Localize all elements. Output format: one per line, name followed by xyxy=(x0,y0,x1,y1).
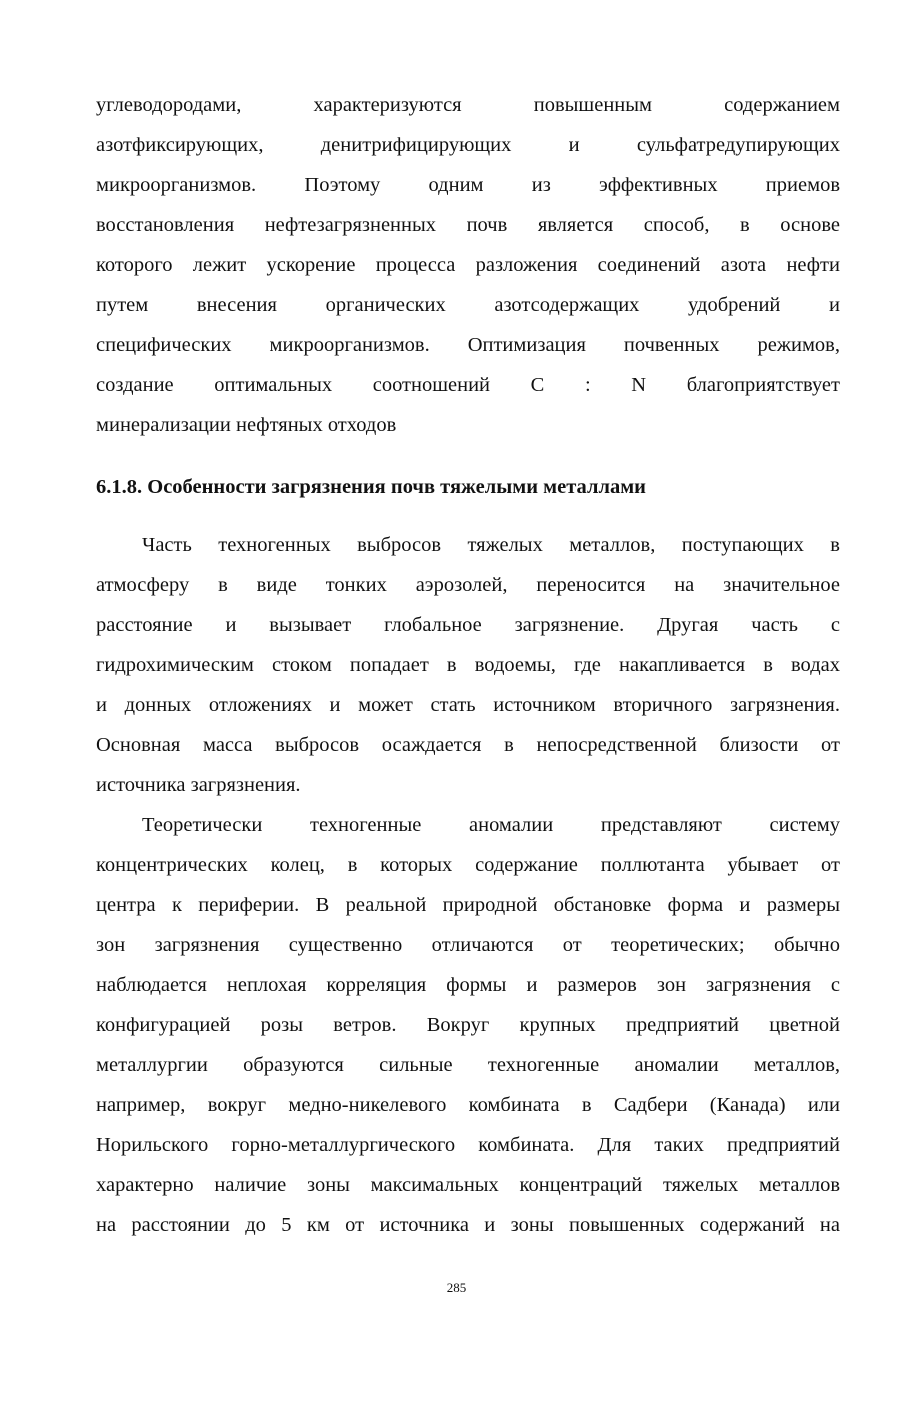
text-line: центра к периферии. В реальной природной обстановке форма и размеры xyxy=(96,894,840,916)
text-line: Часть техногенных выбросов тяжелых металлов, поступающих в xyxy=(142,534,840,556)
section-heading: 6.1.8. Особенности загрязнения почв тяжелыми металлами xyxy=(96,476,646,498)
text-line: и донных отложениях и может стать источником вторичного загрязнения. xyxy=(96,694,840,716)
paragraph-continued xyxy=(96,85,840,445)
text-line: зон загрязнения существенно отличаются от теоретических; обычно xyxy=(96,934,840,956)
paragraph-theoretical-anomalies xyxy=(96,805,840,1245)
text-line: минерализации нефтяных отходов xyxy=(96,414,397,436)
text-line: например, вокруг медно-никелевого комбината в Садбери (Канада) или xyxy=(96,1094,840,1116)
text-line: восстановления нефтезагрязненных почв является способ, в основе xyxy=(96,214,840,236)
text-line: концентрических колец, в которых содержание поллютанта убывает от xyxy=(96,854,840,876)
text-line: Основная масса выбросов осаждается в непосредственной близости от xyxy=(96,734,840,756)
text-line: которого лежит ускорение процесса разложения соединений азота нефти xyxy=(96,254,840,276)
text-line: специфических микроорганизмов. Оптимизация почвенных режимов, xyxy=(96,334,840,356)
text-line: наблюдается неплохая корреляция формы и размеров зон загрязнения с xyxy=(96,974,840,996)
text-line: микроорганизмов. Поэтому одним из эффективных приемов xyxy=(96,174,840,196)
page-number: 285 xyxy=(446,1280,467,1295)
text-line: Теоретически техногенные аномалии представляют систему xyxy=(142,814,840,836)
paragraph-heavy-metals-intro xyxy=(96,525,840,805)
text-line: гидрохимическим стоком попадает в водоемы, где накапливается в водах xyxy=(96,654,840,676)
text-line: путем внесения органических азотсодержащих удобрений и xyxy=(96,294,840,316)
text-line: расстояние и вызывает глобальное загрязнение. Другая часть с xyxy=(96,614,840,636)
text-line: металлургии образуются сильные техногенные аномалии металлов, xyxy=(96,1054,840,1076)
text-line: атмосферу в виде тонких аэрозолей, переносится на значительное xyxy=(96,574,840,596)
text-line: конфигурацией розы ветров. Вокруг крупных предприятий цветной xyxy=(96,1014,840,1036)
text-line: азотфиксирующих, денитрифицирующих и сульфатредупирующих xyxy=(96,134,840,156)
text-line: углеводородами, характеризуются повышенным содержанием xyxy=(96,94,840,116)
text-line: Норильского горно-металлургического комбината. Для таких предприятий xyxy=(96,1134,840,1156)
text-line: источника загрязнения. xyxy=(96,774,301,796)
text-line: создание оптимальных соотношений С : N благоприятствует xyxy=(96,374,840,396)
text-line: на расстоянии до 5 км от источника и зоны повышенных содержаний на xyxy=(96,1214,840,1236)
text-line: характерно наличие зоны максимальных концентраций тяжелых металлов xyxy=(96,1174,840,1196)
